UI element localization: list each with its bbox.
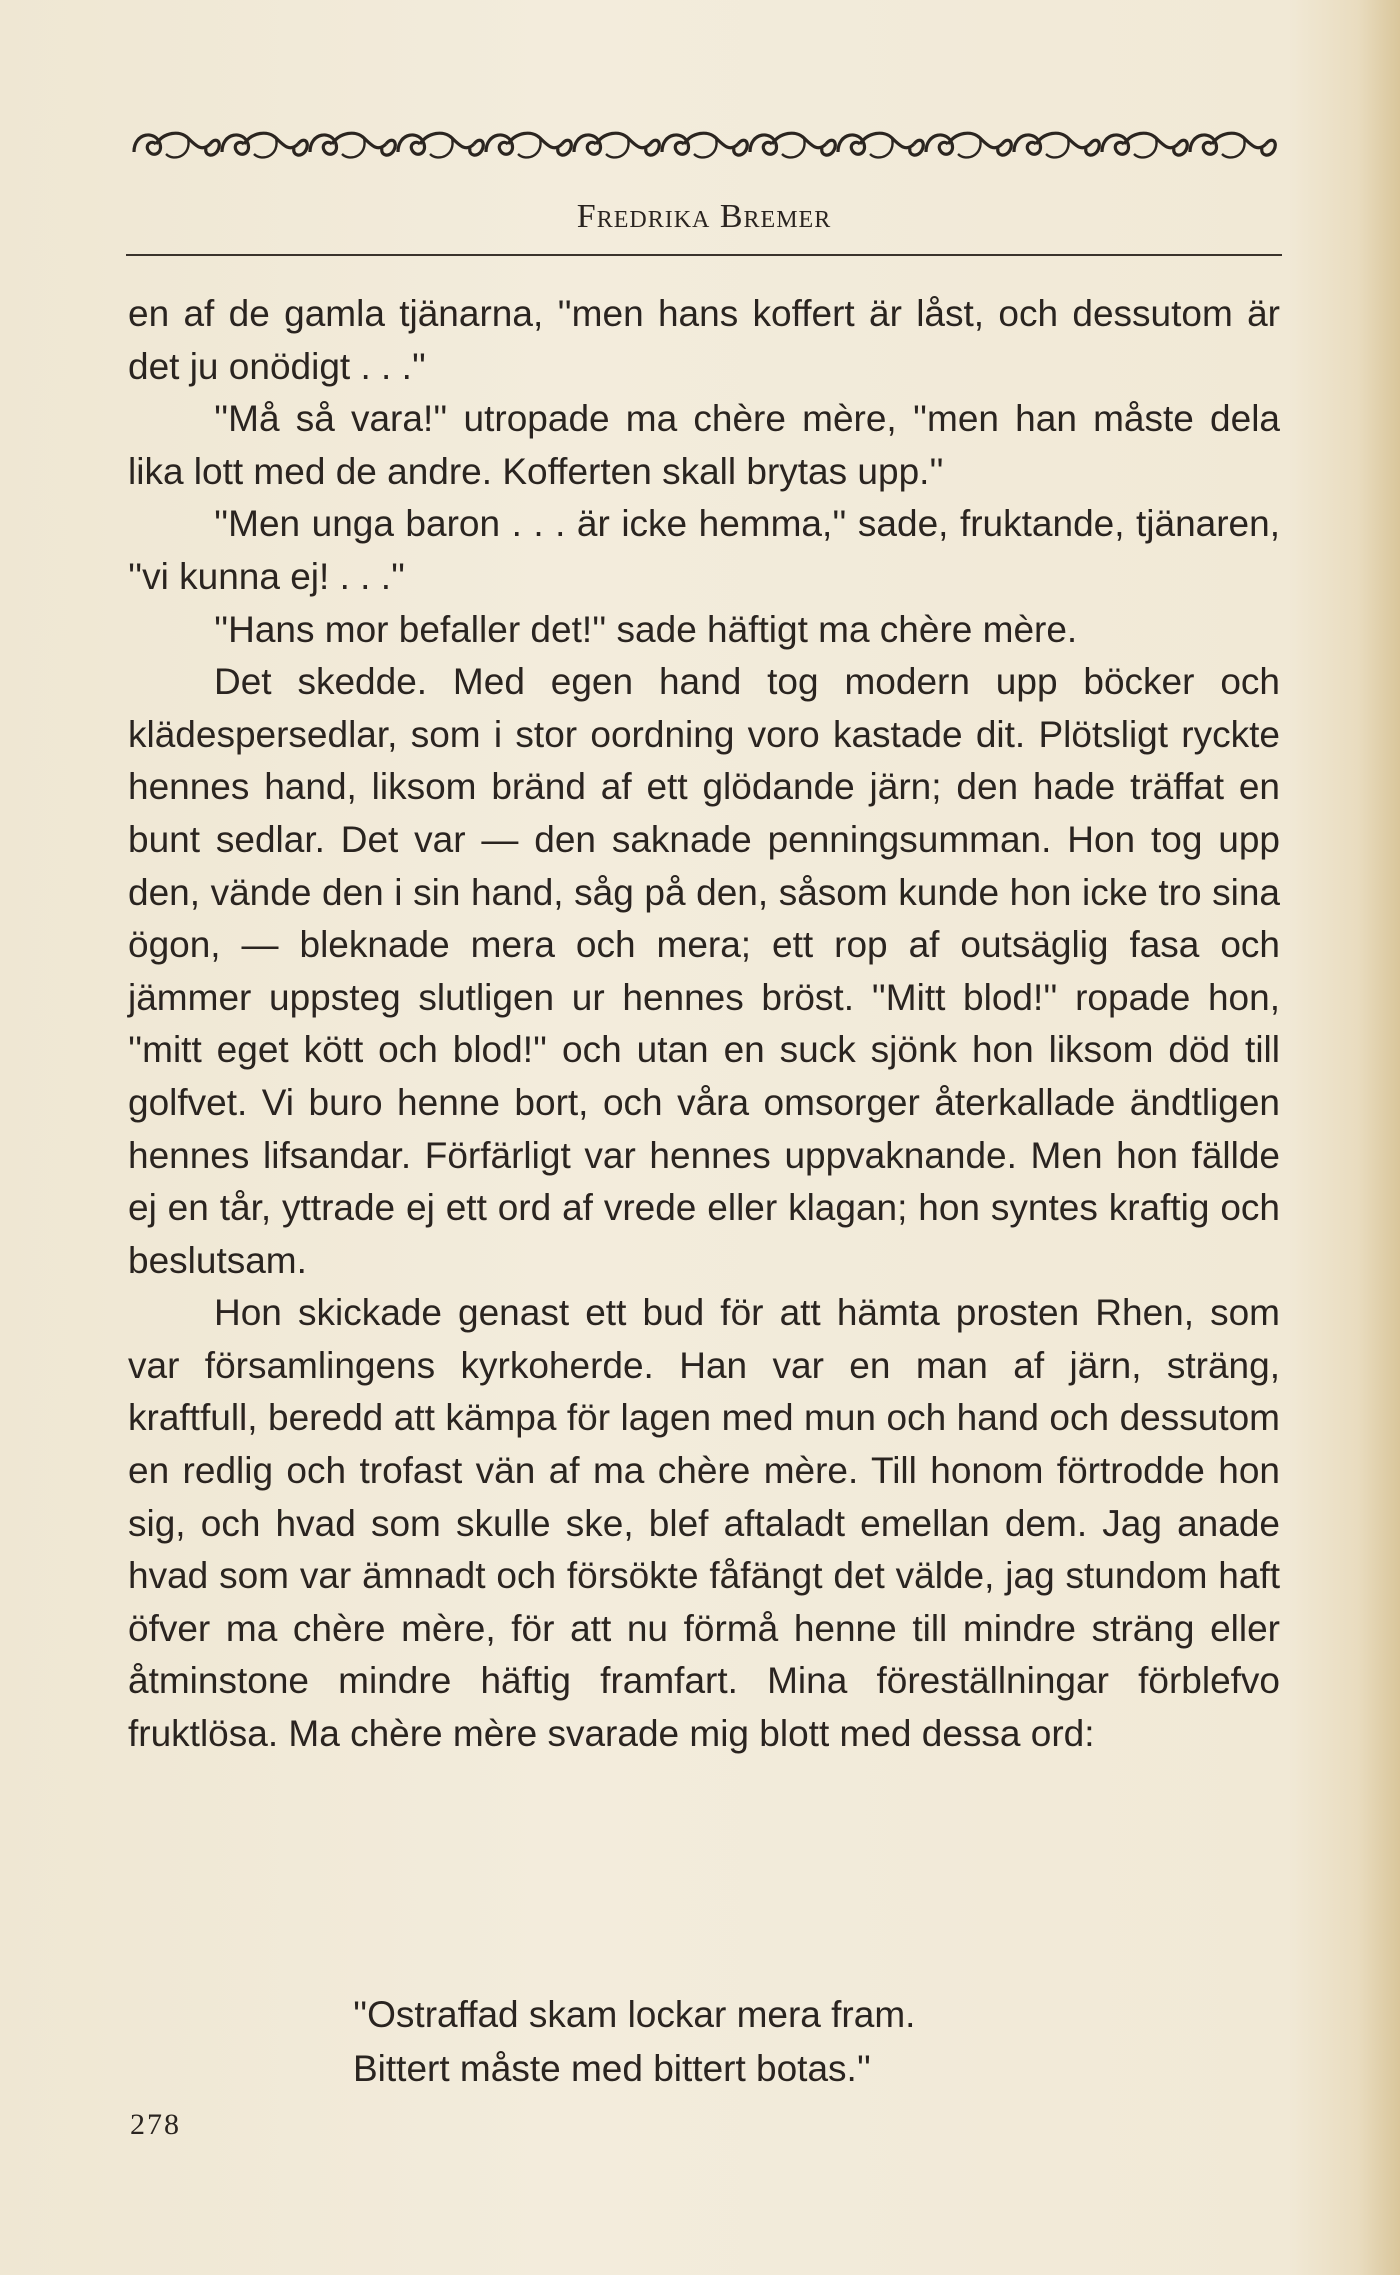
verse-line: Bittert måste med bittert botas.'' bbox=[353, 2048, 871, 2089]
header-rule bbox=[126, 254, 1282, 256]
paragraph: ''Hans mor befaller det!'' sade häftigt ma chère mère. bbox=[214, 608, 1078, 650]
paragraph: Det skedde. Med egen hand tog modern upp böcker och klädespersedlar, som i stor oordning voro kastade dit. Plötsligt ryckte hennes hand, liksom bränd af ett glödande järn; den hade träffat en bunt sedlar. Det var — den saknade penningsumman. Hon tog upp den, vände den i sin hand, såg på den, såsom kunde hon icke tro sina ögon, — bleknade mera och mera; ett rop af outsäglig fasa och jämmer uppsteg slutligen ur hennes bröst. ''Mitt blod!'' ropade hon, ''mitt eget kött och blod!'' och utan en suck sjönk hon liksom död till golfvet. Vi buro henne bort, och våra omsorger återkallade ändtligen hennes lifsandar. Förfärligt var hennes uppvaknande. Men hon fällde ej en tår, yttrade ej ett ord af vrede eller klagan; hon syntes kraftig och beslutsam. bbox=[128, 661, 1280, 1281]
paragraph: ''Men unga baron . . . är icke hemma,'' sade, fruktande, tjänaren, ''vi kunna ej! . . .'' bbox=[128, 503, 1280, 597]
paragraph: Hon skickade genast ett bud för att hämta prosten Rhen, som var församlingens kyrkoherde. Han var en man af järn, sträng, kraftfull, beredd att kämpa för lagen med mun och hand och dessutom en redlig och trofast vän af ma chère mère. Till honom förtrodde hon sig, och hvad som skulle ske, blef aftaladt emellan dem. Jag anade hvad som var ämnadt och försökte fåfängt det välde, jag stundom haft öfver ma chère mère, för att nu förmå henne till mindre sträng eller åtminstone mindre häftig framfart. Mina föreställningar förblefvo fruktlösa. Ma chère mère svarade mig blott med dessa ord: bbox=[128, 1292, 1280, 1755]
body-text bbox=[128, 288, 1280, 1761]
running-head: Fredrika Bremer bbox=[576, 198, 832, 235]
verse-line: ''Ostraffad skam lockar mera fram. bbox=[353, 1994, 916, 2035]
paragraph: en af de gamla tjänarna, ''men hans koffert är låst, och dessutom är det ju onödigt . . .'' bbox=[128, 293, 1280, 387]
page-number: 278 bbox=[130, 2108, 181, 2141]
verse-quote bbox=[353, 1988, 915, 2096]
decorative-border-ornament bbox=[130, 122, 1278, 168]
paragraph: ''Må så vara!'' utropade ma chère mère, ''men han måste dela lika lott med de andre. Kofferten skall brytas upp.'' bbox=[128, 398, 1280, 492]
